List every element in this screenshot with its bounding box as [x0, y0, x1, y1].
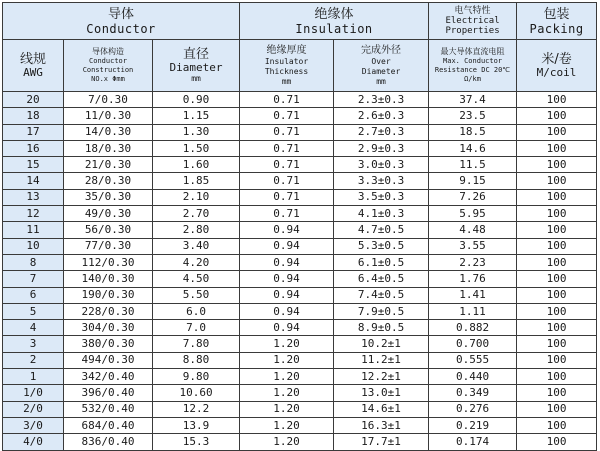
- table-row: [3, 124, 597, 140]
- construction-cell: 56/0.30: [64, 222, 153, 238]
- thickness-cell: 0.94: [240, 287, 334, 303]
- over-diameter-cell: 14.6±1: [334, 401, 429, 417]
- thickness-cell: 0.71: [240, 124, 334, 140]
- over-diameter-cell: 8.9±0.5: [334, 320, 429, 336]
- construction-cell: 228/0.30: [64, 303, 153, 319]
- thickness-cn: 绝缘厚度: [266, 44, 307, 56]
- resistance-cell: 1.76: [429, 271, 517, 287]
- over-diameter-cell: 11.2±1: [334, 352, 429, 368]
- coil-cell: 100: [517, 173, 597, 189]
- thickness-cell: 0.71: [240, 173, 334, 189]
- table-row: [3, 320, 597, 336]
- awg-cell: 2: [3, 352, 64, 368]
- diameter-cell: 1.50: [153, 140, 240, 156]
- table-row: [3, 173, 597, 189]
- thickness-cell: 0.94: [240, 254, 334, 270]
- table-row: [3, 303, 597, 319]
- table-row: [3, 222, 597, 238]
- resistance-cell: 9.15: [429, 173, 517, 189]
- coil-cell: 100: [517, 385, 597, 401]
- table-row: [3, 385, 597, 401]
- diameter-column-header: [153, 40, 240, 92]
- diameter-cell: 13.9: [153, 417, 240, 433]
- awg-cn: 线规: [19, 52, 46, 67]
- coil-cell: 100: [517, 352, 597, 368]
- construction-cell: 684/0.40: [64, 417, 153, 433]
- over-diameter-cell: 2.3±0.3: [334, 92, 429, 108]
- awg-cell: 2/0: [3, 401, 64, 417]
- over-diameter-en2: Diameter: [361, 66, 401, 76]
- construction-cn: 导体构造: [92, 47, 124, 56]
- coil-cell: 100: [517, 320, 597, 336]
- coil-cell: 100: [517, 157, 597, 173]
- awg-cell: 8: [3, 254, 64, 270]
- over-diameter-cell: 7.9±0.5: [334, 303, 429, 319]
- awg-cell: 20: [3, 92, 64, 108]
- coil-cell: 100: [517, 303, 597, 319]
- resistance-cell: 18.5: [429, 124, 517, 140]
- table-row: [3, 271, 597, 287]
- awg-cell: 3: [3, 336, 64, 352]
- over-diameter-cell: 2.9±0.3: [334, 140, 429, 156]
- awg-cell: 11: [3, 222, 64, 238]
- diameter-cell: 5.50: [153, 287, 240, 303]
- construction-cell: 140/0.30: [64, 271, 153, 287]
- packing-en: Packing: [529, 21, 584, 36]
- construction-cell: 21/0.30: [64, 157, 153, 173]
- thickness-cell: 0.94: [240, 320, 334, 336]
- construction-cell: 112/0.30: [64, 254, 153, 270]
- over-diameter-cell: 6.4±0.5: [334, 271, 429, 287]
- construction-cell: 49/0.30: [64, 206, 153, 222]
- thickness-cell: 0.71: [240, 108, 334, 124]
- over-diameter-column-header: [334, 40, 429, 92]
- coil-cell: 100: [517, 140, 597, 156]
- coil-en: M/coil: [536, 66, 577, 79]
- insulation-group-header: [240, 3, 429, 40]
- over-diameter-en1: Over: [371, 56, 391, 66]
- table-row: [3, 417, 597, 433]
- construction-en2: Construction: [82, 66, 134, 74]
- coil-cell: 100: [517, 206, 597, 222]
- diameter-cell: 1.85: [153, 173, 240, 189]
- over-diameter-cell: 10.2±1: [334, 336, 429, 352]
- over-diameter-cell: 2.7±0.3: [334, 124, 429, 140]
- construction-cell: 18/0.30: [64, 140, 153, 156]
- resistance-cell: 0.555: [429, 352, 517, 368]
- diameter-cell: 7.80: [153, 336, 240, 352]
- table-row: [3, 434, 597, 450]
- coil-column-header: [517, 40, 597, 92]
- awg-cell: 1/0: [3, 385, 64, 401]
- coil-cell: 100: [517, 271, 597, 287]
- resistance-cn: 最大导体直流电阻: [440, 47, 505, 56]
- coil-cell: 100: [517, 92, 597, 108]
- thickness-cell: 0.71: [240, 140, 334, 156]
- insulation-en: Insulation: [295, 21, 373, 36]
- construction-cell: 532/0.40: [64, 401, 153, 417]
- over-diameter-cell: 16.3±1: [334, 417, 429, 433]
- awg-cell: 4/0: [3, 434, 64, 450]
- awg-cell: 10: [3, 238, 64, 254]
- construction-cell: 396/0.40: [64, 385, 153, 401]
- construction-cell: 494/0.30: [64, 352, 153, 368]
- over-diameter-cell: 6.1±0.5: [334, 254, 429, 270]
- table-row: [3, 336, 597, 352]
- coil-cell: 100: [517, 434, 597, 450]
- thickness-en2: Thickness: [264, 66, 309, 76]
- coil-cell: 100: [517, 124, 597, 140]
- awg-cell: 14: [3, 173, 64, 189]
- table-row: [3, 352, 597, 368]
- resistance-unit: Ω/km: [464, 75, 481, 83]
- resistance-cell: 1.41: [429, 287, 517, 303]
- diameter-cell: 1.30: [153, 124, 240, 140]
- thickness-cell: 1.20: [240, 352, 334, 368]
- electrical-cn: 电气特性: [454, 6, 491, 16]
- diameter-cell: 9.80: [153, 369, 240, 385]
- diameter-cell: 12.2: [153, 401, 240, 417]
- diameter-cell: 7.0: [153, 320, 240, 336]
- resistance-cell: 4.48: [429, 222, 517, 238]
- thickness-cell: 0.71: [240, 92, 334, 108]
- construction-cell: 11/0.30: [64, 108, 153, 124]
- resistance-cell: 1.11: [429, 303, 517, 319]
- resistance-cell: 7.26: [429, 189, 517, 205]
- table-row: [3, 108, 597, 124]
- coil-cell: 100: [517, 287, 597, 303]
- construction-cell: 7/0.30: [64, 92, 153, 108]
- table-row: [3, 287, 597, 303]
- over-diameter-cell: 4.1±0.3: [334, 206, 429, 222]
- awg-cell: 7: [3, 271, 64, 287]
- over-diameter-cell: 7.4±0.5: [334, 287, 429, 303]
- resistance-cell: 0.882: [429, 320, 517, 336]
- electrical-en2: Properties: [445, 26, 500, 36]
- thickness-cell: 1.20: [240, 417, 334, 433]
- diameter-cell: 0.90: [153, 92, 240, 108]
- coil-cn: 米/卷: [541, 52, 572, 67]
- diameter-cell: 1.15: [153, 108, 240, 124]
- electrical-en1: Electrical: [445, 16, 500, 26]
- over-diameter-cell: 12.2±1: [334, 369, 429, 385]
- resistance-column-header: [429, 40, 517, 92]
- coil-cell: 100: [517, 401, 597, 417]
- resistance-cell: 23.5: [429, 108, 517, 124]
- coil-cell: 100: [517, 417, 597, 433]
- awg-cell: 15: [3, 157, 64, 173]
- awg-cell: 12: [3, 206, 64, 222]
- construction-en1: Conductor: [89, 57, 127, 65]
- table-row: [3, 206, 597, 222]
- resistance-cell: 37.4: [429, 92, 517, 108]
- diameter-cell: 6.0: [153, 303, 240, 319]
- resistance-cell: 0.276: [429, 401, 517, 417]
- resistance-en1: Max. Conductor: [443, 57, 503, 65]
- packing-group-header: [517, 3, 597, 40]
- thickness-cell: 0.71: [240, 206, 334, 222]
- table-row: [3, 140, 597, 156]
- over-diameter-cell: 5.3±0.5: [334, 238, 429, 254]
- thickness-cell: 1.20: [240, 434, 334, 450]
- over-diameter-cell: 3.5±0.3: [334, 189, 429, 205]
- thickness-cell: 0.71: [240, 189, 334, 205]
- diameter-cell: 4.20: [153, 254, 240, 270]
- conductor-en: Conductor: [86, 21, 156, 36]
- table-row: [3, 189, 597, 205]
- diameter-cell: 3.40: [153, 238, 240, 254]
- coil-cell: 100: [517, 336, 597, 352]
- thickness-cell: 1.20: [240, 385, 334, 401]
- diameter-cn: 直径: [183, 47, 210, 62]
- thickness-unit: mm: [281, 76, 292, 86]
- thickness-cell: 0.94: [240, 238, 334, 254]
- coil-cell: 100: [517, 189, 597, 205]
- resistance-cell: 0.440: [429, 369, 517, 385]
- construction-cell: 190/0.30: [64, 287, 153, 303]
- diameter-cell: 2.10: [153, 189, 240, 205]
- over-diameter-cell: 3.0±0.3: [334, 157, 429, 173]
- over-diameter-cell: 3.3±0.3: [334, 173, 429, 189]
- resistance-cell: 0.174: [429, 434, 517, 450]
- awg-cell: 1: [3, 369, 64, 385]
- table-row: [3, 157, 597, 173]
- electrical-group-header: [429, 3, 517, 40]
- coil-cell: 100: [517, 108, 597, 124]
- over-diameter-cn: 完成外径: [361, 44, 402, 56]
- diameter-unit: mm: [191, 74, 201, 83]
- thickness-cell: 1.20: [240, 369, 334, 385]
- thickness-cell: 0.94: [240, 303, 334, 319]
- resistance-cell: 14.6: [429, 140, 517, 156]
- over-diameter-cell: 2.6±0.3: [334, 108, 429, 124]
- table-row: [3, 369, 597, 385]
- resistance-cell: 0.349: [429, 385, 517, 401]
- resistance-cell: 0.700: [429, 336, 517, 352]
- diameter-cell: 1.60: [153, 157, 240, 173]
- awg-cell: 3/0: [3, 417, 64, 433]
- diameter-cell: 2.70: [153, 206, 240, 222]
- construction-column-header: [64, 40, 153, 92]
- resistance-cell: 0.219: [429, 417, 517, 433]
- over-diameter-cell: 4.7±0.5: [334, 222, 429, 238]
- thickness-cell: 1.20: [240, 401, 334, 417]
- table-row: [3, 401, 597, 417]
- construction-cell: 35/0.30: [64, 189, 153, 205]
- table-row: [3, 238, 597, 254]
- over-diameter-unit: mm: [376, 76, 386, 86]
- construction-cell: 77/0.30: [64, 238, 153, 254]
- awg-cell: 5: [3, 303, 64, 319]
- coil-cell: 100: [517, 222, 597, 238]
- conductor-cn: 导体: [108, 6, 135, 22]
- resistance-en2: Resistance DC 20℃: [434, 66, 511, 74]
- awg-column-header: [3, 40, 64, 92]
- thickness-en1: Insulator: [264, 56, 309, 66]
- diameter-cell: 2.80: [153, 222, 240, 238]
- insulation-cn: 绝缘体: [314, 6, 354, 22]
- awg-cell: 16: [3, 140, 64, 156]
- diameter-cell: 15.3: [153, 434, 240, 450]
- coil-cell: 100: [517, 369, 597, 385]
- awg-en: AWG: [23, 66, 43, 79]
- construction-cell: 14/0.30: [64, 124, 153, 140]
- construction-cell: 836/0.40: [64, 434, 153, 450]
- table-row: [3, 254, 597, 270]
- thickness-cell: 0.94: [240, 222, 334, 238]
- coil-cell: 100: [517, 254, 597, 270]
- thickness-cell: 0.71: [240, 157, 334, 173]
- construction-cell: 342/0.40: [64, 369, 153, 385]
- awg-cell: 4: [3, 320, 64, 336]
- table-row: [3, 92, 597, 108]
- diameter-cell: 4.50: [153, 271, 240, 287]
- diameter-en: Diameter: [169, 61, 223, 74]
- construction-cell: 380/0.30: [64, 336, 153, 352]
- over-diameter-cell: 13.0±1: [334, 385, 429, 401]
- awg-cell: 13: [3, 189, 64, 205]
- resistance-cell: 11.5: [429, 157, 517, 173]
- resistance-cell: 5.95: [429, 206, 517, 222]
- resistance-cell: 2.23: [429, 254, 517, 270]
- thickness-cell: 0.94: [240, 271, 334, 287]
- coil-cell: 100: [517, 238, 597, 254]
- over-diameter-cell: 17.7±1: [334, 434, 429, 450]
- awg-cell: 6: [3, 287, 64, 303]
- table-body: [3, 92, 597, 451]
- diameter-cell: 10.60: [153, 385, 240, 401]
- construction-cell: 28/0.30: [64, 173, 153, 189]
- awg-cell: 18: [3, 108, 64, 124]
- thickness-cell: 1.20: [240, 336, 334, 352]
- packing-cn: 包装: [543, 6, 570, 22]
- wire-spec-table: [2, 2, 597, 451]
- conductor-group-header: [3, 3, 240, 40]
- awg-cell: 17: [3, 124, 64, 140]
- resistance-cell: 3.55: [429, 238, 517, 254]
- construction-cell: 304/0.30: [64, 320, 153, 336]
- thickness-column-header: [240, 40, 334, 92]
- table-header: [3, 3, 597, 92]
- diameter-cell: 8.80: [153, 352, 240, 368]
- construction-unit: NO.x Φmm: [91, 75, 125, 83]
